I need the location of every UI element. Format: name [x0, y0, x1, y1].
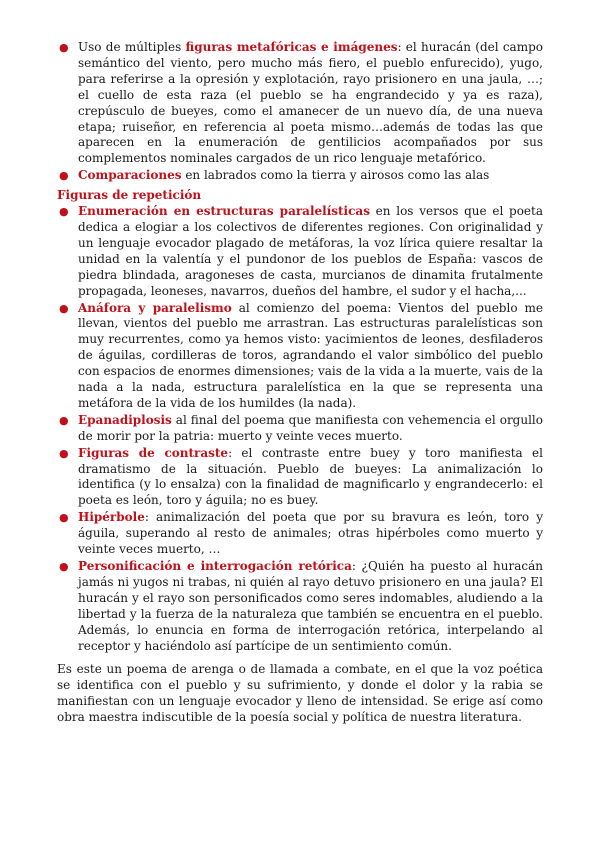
item-lead-text: Uso de múltiples — [78, 40, 186, 54]
item-term: figuras metafóricas e imágenes — [185, 40, 398, 54]
bullet-icon: ● — [59, 169, 69, 183]
item-term: Enumeración en estructuras paralelísticas — [78, 204, 370, 219]
item-text: : el contraste entre buey y toro manifiesta el dramatismo de la situación. Pueblo de bueyes: La animalización lo identifica (y lo ensalza) con la finalidad de magnificarlo y engrandecerlo: el poeta es león, toro y águila; no es buey. — [78, 445, 543, 508]
item-text: : el huracán (del campo semántico del viento, pero mucho más fiero, el pueblo enfurecido), yugo, para referirse a la opresión y explotación, rayo prisionero en una jaula, …; el cuello de esta raza (el pueblo se ha engrandecido y ya es raza), crepúsculo de bueyes, como el amanecer de un nuevo día, de una nueva etapa; ruiseñor, en referencia al poeta mismo…además de todas las que aparecen en la enumeración de gentilicios acompañados por sus complementos nominales cargados de un rico lenguaje metafórico. — [78, 40, 544, 166]
item-term: Epanadiplosis — [78, 412, 172, 427]
list-item — [57, 168, 543, 184]
item-term: Personificación e interrogación retórica — [78, 559, 352, 573]
item-term: Anáfora y paralelismo — [78, 300, 232, 315]
list-item — [57, 204, 543, 299]
list-item — [57, 510, 543, 558]
list-item — [57, 446, 543, 510]
document-body — [57, 40, 543, 738]
figures-list-1 — [57, 40, 543, 184]
list-item — [57, 413, 543, 445]
item-text: al comienzo del poema: Vientos del pueblo me llevan, vientos del pueblo me arrastran. Las estructuras paralelísticas son muy recurrentes, como ya hemos visto: yacimientos de leones, desfiladeros de águilas, cordilleras de toros, agrandando el valor simbólico del pueblo con espacios de enormes dimensiones; vais de la vida a la muerte, vais de la nada a la nada, estructura paralelística en la que se representa una metáfora de la vida de los humildes (la nada). — [78, 300, 544, 410]
item-text: en los versos que el poeta dedica a elogiar a los colectivos de diferentes regiones. Con originalidad y un lenguaje evocador plagado de metáforas, la voz lírica quiere resaltar la unidad en la valentía y el pundonor de los pueblos de España: vascos de piedra blindada, aragoneses de casta, murcianos de dinamita frutalmente propagada, leoneses, navarros, dueños del hambre, el sudor y el hacha,... — [78, 204, 543, 298]
item-term: Comparaciones — [78, 168, 182, 183]
list-item — [57, 301, 543, 412]
bullet-icon: ● — [59, 301, 69, 315]
list-item — [57, 559, 543, 654]
item-text: al final del poema que manifiesta con vehemencia el orgullo de morir por la patria: muerto y veinte veces muerto. — [78, 412, 543, 443]
bullet-icon: ● — [59, 413, 69, 427]
item-text: : animalización del poeta que por su bravura es león, toro y águila, superando al resto de animales; otras hipérboles como muerto y veinte veces muerto, … — [78, 510, 543, 557]
bullet-icon: ● — [59, 511, 69, 525]
bullet-icon: ● — [59, 41, 69, 54]
item-text: en labrados como la tierra y airosos como las alas — [181, 168, 490, 183]
figures-list-2 — [57, 204, 543, 654]
conclusion-paragraph: Es este un poema de arenga o de llamada a combate, en el que la voz poética se identifica con el pueblo y su sufrimiento, y donde el dolor y la rabia se manifiestan con un lenguaje evocador y lleno de intensidad. Se erige así como obra maestra indiscutible de la poesía social y política de nuestra literatura. — [57, 662, 543, 725]
item-text: : ¿Quién ha puesto al huracán jamás ni yugos ni trabas, ni quién al rayo detuvo prisionero en una jaula? El huracán y el rayo son personificados como seres indomables, aludiendo a la libertad y la fuerza de la naturaleza que también se encuentra en el pueblo. Además, lo enuncia en forma de interrogación retórica, interpelando al receptor y haciéndolo así partícipe de un sentimiento común. — [78, 559, 544, 653]
section-heading: Figuras de repetición — [57, 188, 202, 203]
bullet-icon: ● — [59, 205, 69, 219]
list-item — [57, 40, 543, 167]
bullet-icon: ● — [59, 560, 69, 573]
item-term: Figuras de contraste — [78, 445, 229, 460]
item-term: Hipérbole — [78, 510, 145, 525]
bullet-icon: ● — [59, 446, 69, 460]
